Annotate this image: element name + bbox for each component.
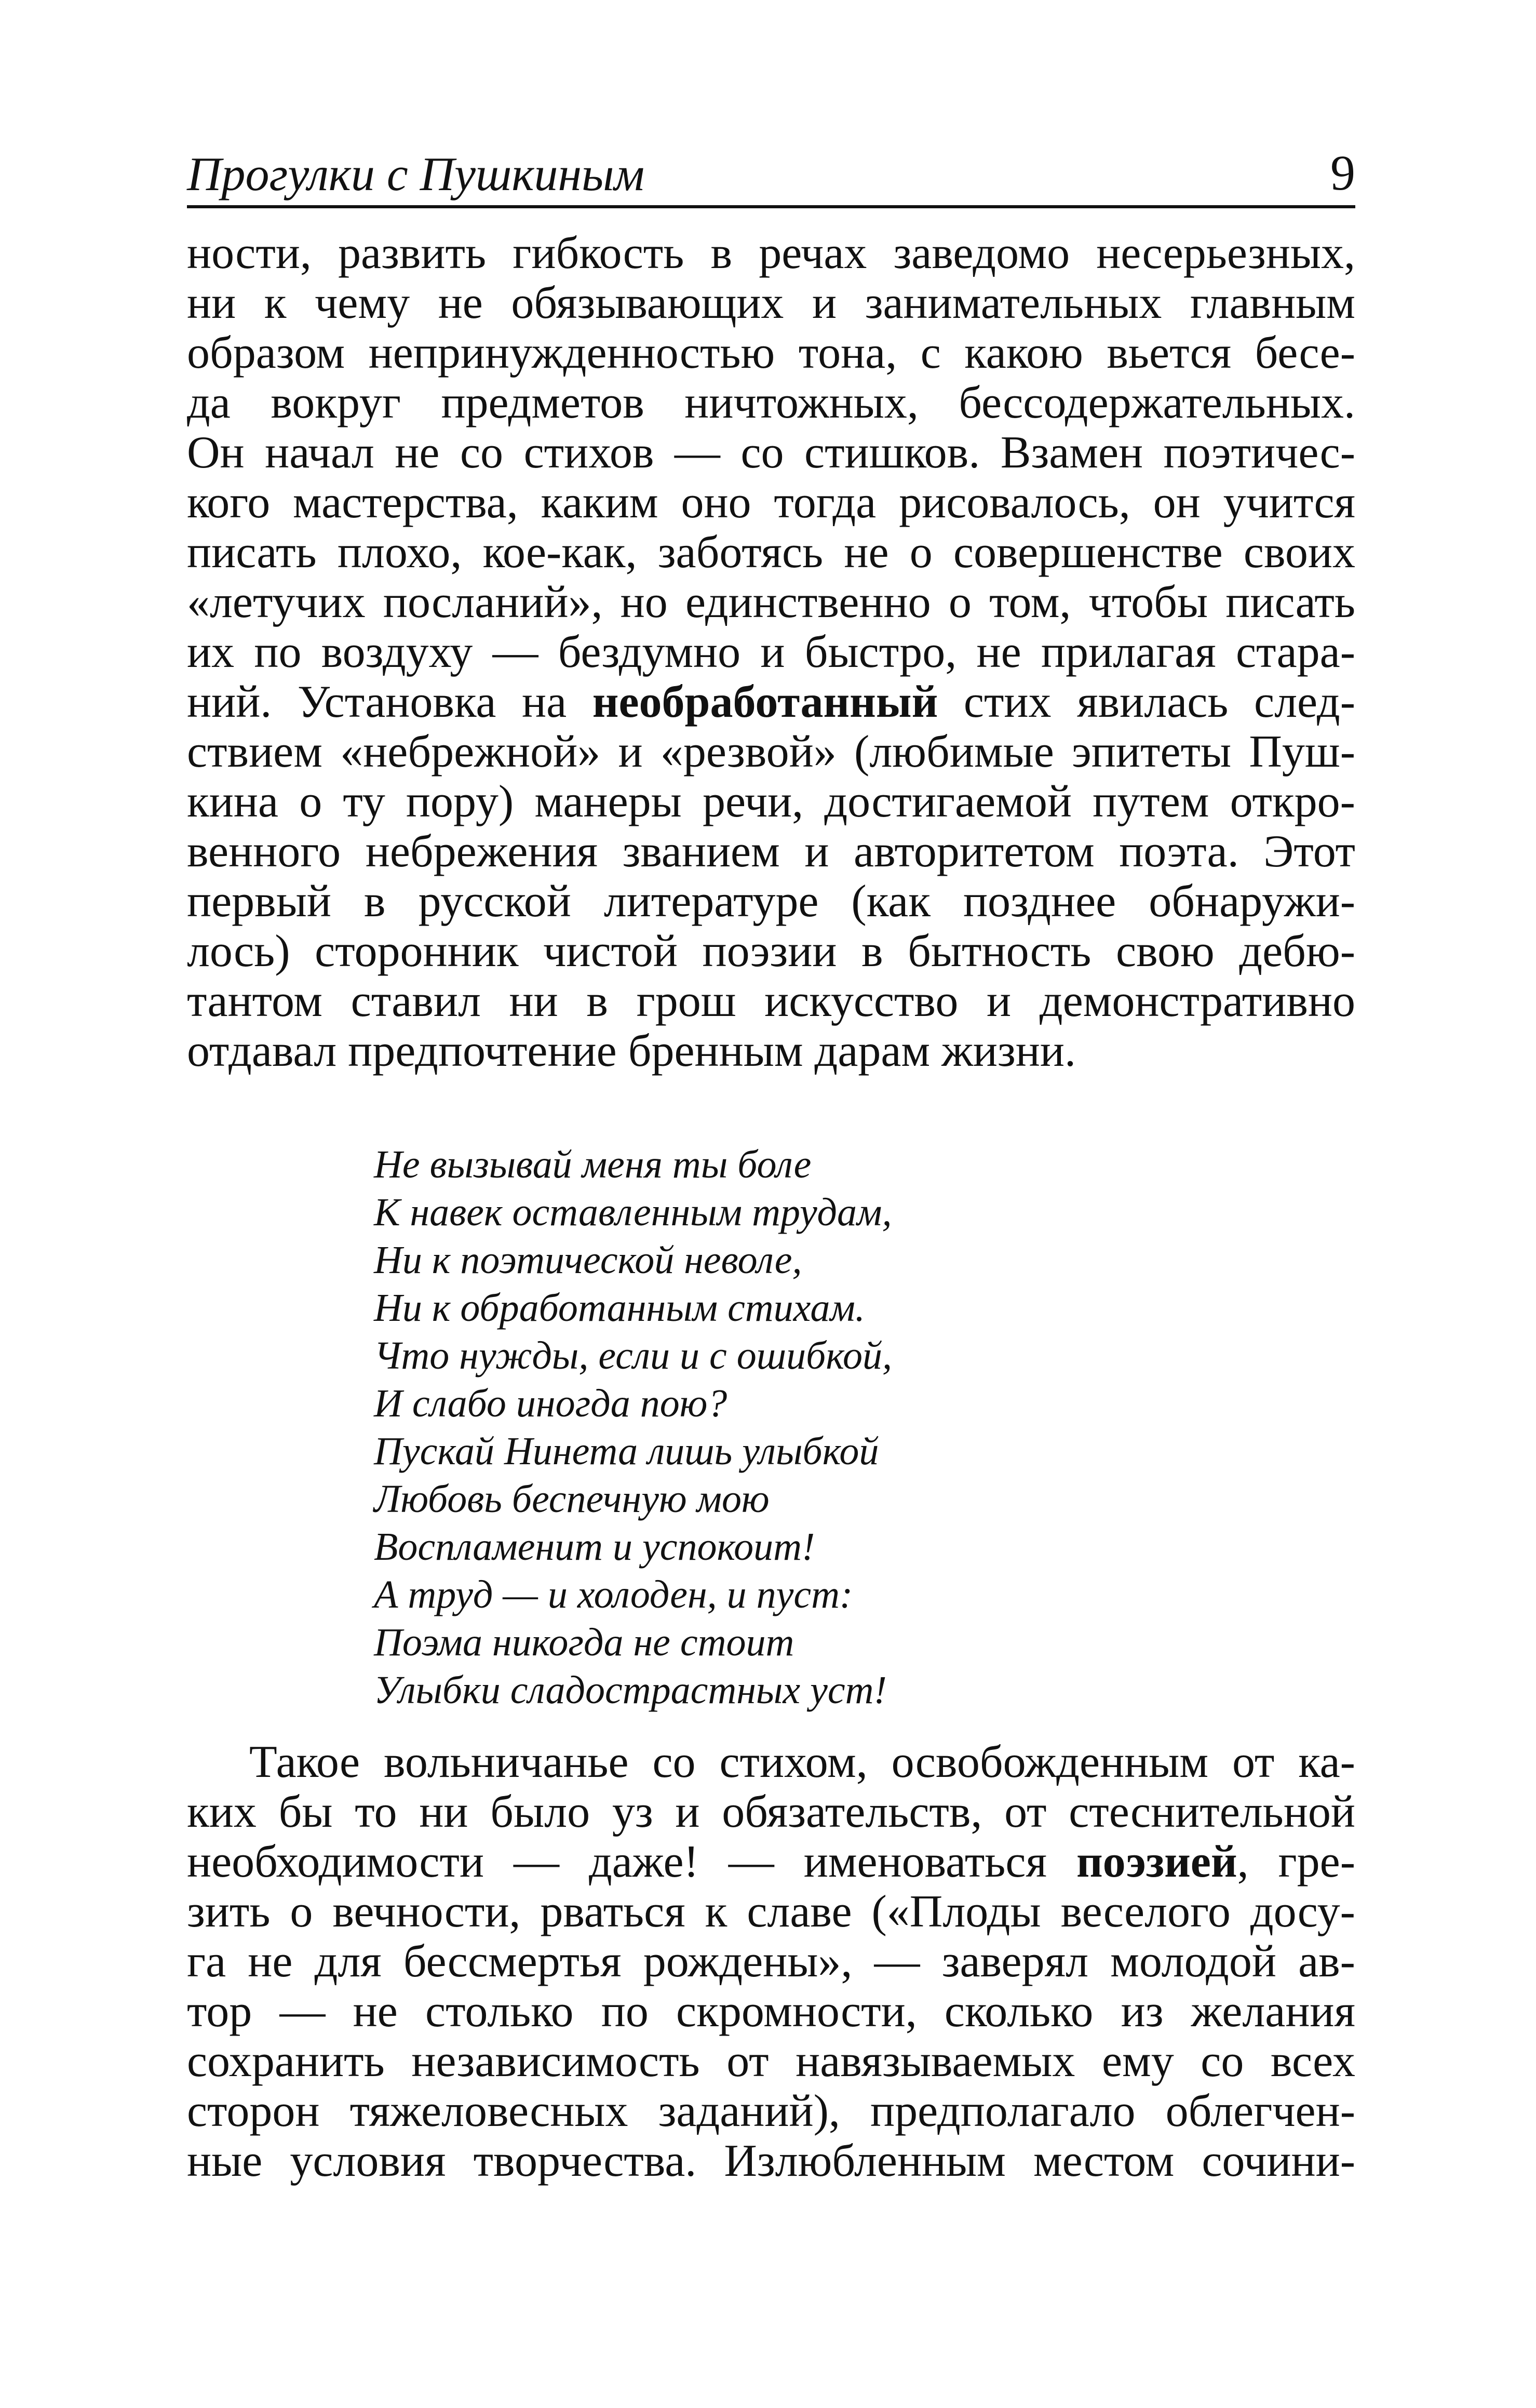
verse-line: К навек оставленным трудам,	[374, 1190, 892, 1234]
text-line: сохранить независимость от навязываемых ему со всех	[187, 2036, 1355, 2086]
text-line: Он начал не со стихов — со стишков. Взамен поэтичес-	[187, 427, 1355, 478]
text-line-indented: Такое вольничанье со стихом, освобожденным от ка-	[249, 1737, 1355, 1787]
running-title: Прогулки с Пушкиным	[187, 148, 645, 200]
verse-line: И слабо иногда пою?	[374, 1382, 727, 1425]
paragraph-2	[187, 1737, 1355, 2186]
text-segment: , гре-	[1237, 1837, 1355, 1887]
text-line: ствием «небрежной» и «резвой» (любимые эпитеты Пуш-	[187, 727, 1355, 777]
text-line: сторон тяжеловесных заданий), предполагало облегчен-	[187, 2086, 1355, 2136]
text-line: да вокруг предметов ничтожных, бессодержательных.	[187, 378, 1355, 428]
page-number: 9	[1330, 145, 1355, 200]
text-line: га не для бессмертья рождены», — заверял молодой ав-	[187, 1936, 1355, 1987]
verse-line: Ни к поэтической неволе,	[374, 1238, 802, 1282]
text-line: тор — не столько по скромности, сколько из желания	[187, 1986, 1355, 2037]
text-line: ни к чему не обязывающих и занимательных главным	[187, 278, 1355, 328]
text-line: первый в русской литературе (как позднее обнаружи-	[187, 876, 1355, 927]
page-header	[187, 132, 1355, 208]
text-line: их по воздуху — бездумно и быстро, не прилагая стара-	[187, 627, 1355, 677]
text-segment: ний. Установка на	[187, 677, 592, 727]
text-line: тантом ставил ни в грош искусство и демонстративно	[187, 976, 1355, 1026]
text-line: ные условия творчества. Излюбленным местом сочини-	[187, 2136, 1355, 2186]
text-line: образом непринужденностью тона, с какою вьется бесе-	[187, 328, 1355, 378]
text-line: ности, развить гибкость в речах заведомо несерьезных,	[187, 228, 1355, 278]
verse-line: Пускай Нинета лишь улыбкой	[374, 1429, 879, 1473]
text-line-with-bold	[187, 677, 1355, 727]
bold-term-poetry: поэзией	[1076, 1837, 1237, 1887]
verse-line: Ни к обработанным стихам.	[374, 1286, 865, 1330]
verse-line: Что нужды, если и с ошибкой,	[374, 1334, 892, 1377]
text-line: кого мастерства, каким оно тогда рисовалось, он учится	[187, 477, 1355, 528]
text-line: лось) сторонник чистой поэзии в бытность свою дебю-	[187, 926, 1355, 976]
text-line: венного небрежения званием и авторитетом поэта. Этот	[187, 826, 1355, 877]
text-line: писать плохо, кое-как, заботясь не о совершенстве своих	[187, 527, 1355, 578]
bold-term-unprocessed: необработанный	[592, 677, 938, 727]
text-line: кина о ту пору) манеры речи, достигаемой путем откро-	[187, 777, 1355, 827]
text-line: зить о вечности, рваться к славе («Плоды веселого досу-	[187, 1887, 1355, 1937]
verse-block	[374, 1141, 1049, 1714]
text-line: ких бы то ни было уз и обязательств, от стеснительной	[187, 1787, 1355, 1837]
verse-line: Улыбки сладострастных уст!	[374, 1668, 887, 1712]
verse-line: Поэма никогда не стоит	[374, 1621, 794, 1664]
text-segment: стих явилась след-	[938, 677, 1355, 727]
paragraph-1	[187, 229, 1355, 1076]
text-line-last: отдавал предпочтение бренным дарам жизни.	[187, 1026, 1076, 1076]
text-line: «летучих посланий», но единственно о том, чтобы писать	[187, 577, 1355, 627]
verse-line: Не вызывай меня ты боле	[374, 1143, 812, 1186]
text-segment: необходимости — даже! — именоваться	[187, 1837, 1076, 1887]
verse-line: Воспламенит и успокоит!	[374, 1525, 815, 1569]
verse-line: А труд — и холоден, и пуст:	[374, 1573, 853, 1616]
verse-line: Любовь беспечную мою	[374, 1477, 770, 1521]
text-line-with-bold	[187, 1837, 1355, 1887]
